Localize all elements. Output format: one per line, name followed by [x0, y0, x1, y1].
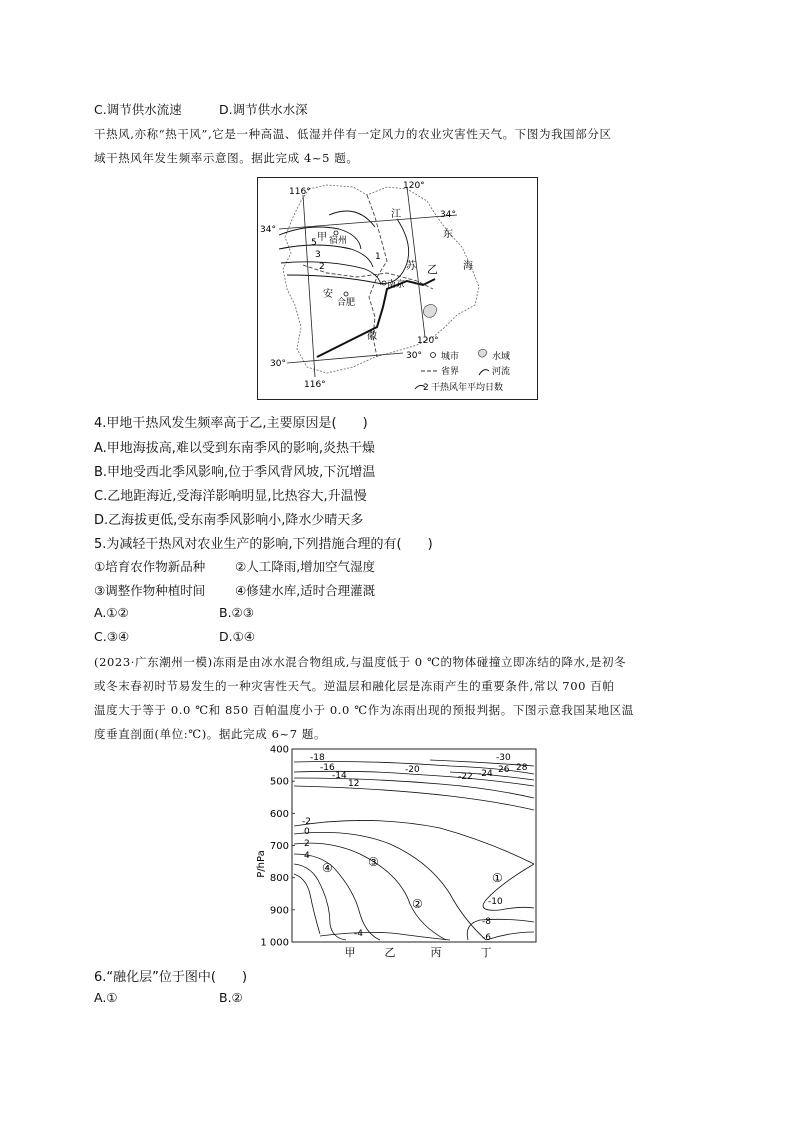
q5-option-d[interactable]: D.①④ — [219, 629, 256, 644]
contour-label--8: -8 — [482, 917, 491, 927]
q5-option-a[interactable]: A.①② — [94, 605, 129, 620]
region-hai: 海 — [463, 261, 473, 272]
intro2-line2: 或冬末春初时节易发生的一种灾害性天气。逆温层和融化层是冻雨产生的重要条件,常以 700 百帕 — [94, 679, 615, 693]
q4-option-a[interactable]: A.甲地海拔高,难以受到东南季风的影响,炎热干燥 — [94, 441, 376, 456]
zone-label-2: ② — [412, 897, 423, 911]
legend-boundary: 省界 — [441, 367, 460, 377]
isoline-value-1: 1 — [375, 252, 381, 262]
contour-label--30: -30 — [496, 753, 511, 763]
q5-option-b[interactable]: B.②③ — [219, 605, 254, 620]
lon-label-116-bottom: 116° — [304, 380, 326, 390]
region-an: 安 — [323, 289, 333, 300]
zone-label-3: ③ — [368, 855, 379, 869]
contour-label--18: -18 — [310, 753, 325, 763]
contour-label--10: -10 — [488, 897, 503, 907]
q6-option-a[interactable]: A.① — [94, 990, 118, 1005]
q5-measure-1: ①培育农作物新品种 — [94, 559, 206, 574]
contour-label--14: -14 — [332, 771, 347, 781]
y-tick-label: 700 — [269, 841, 289, 852]
lat-label-34-right: 34° — [440, 210, 456, 220]
city-suzhou: 宿州 — [329, 236, 348, 246]
legend-water: 水域 — [492, 352, 511, 362]
legend-river: 河流 — [492, 367, 511, 377]
lon-label-116-top: 116° — [289, 187, 311, 197]
y-tick-label: 600 — [269, 808, 289, 820]
temperature-profile-chart — [250, 744, 540, 962]
y-tick-label: 400 — [269, 744, 289, 756]
intro1-line1: 干热风,亦称“热干风”,它是一种高温、低湿并伴有一定风力的农业灾害性天气。下图为我国部分区 — [94, 127, 612, 141]
contour-label--2: -2 — [302, 817, 311, 827]
option-d-prev: D.调节供水水深 — [219, 102, 308, 117]
legend-isoline: 干热风年平均日数 — [431, 383, 504, 393]
contour-label-4: 4 — [304, 851, 310, 861]
intro2-line4: 度垂直剖面(单位:℃)。据此完成 6~7 题。 — [94, 727, 327, 741]
y-tick-label: 900 — [269, 905, 289, 917]
x-tick-label: 丙 — [430, 946, 442, 959]
lat-label-30-right: 30° — [406, 351, 422, 361]
contour-label--22: -22 — [458, 772, 473, 782]
x-tick-label: 甲 — [344, 946, 356, 959]
q4-option-b[interactable]: B.甲地受西北季风影响,位于季风背风坡,下沉增温 — [94, 465, 376, 480]
q4-option-c[interactable]: C.乙地距海近,受海洋影响明显,比热容大,升温慢 — [94, 489, 367, 504]
chart-ylabel: P/hPa — [256, 850, 267, 878]
lat-label-30-left: 30° — [270, 359, 286, 369]
contour-label--24: -24 — [478, 769, 493, 779]
y-tick-label: 1 000 — [260, 937, 289, 949]
q5-option-c[interactable]: C.③④ — [94, 629, 130, 644]
isoline-value-5: 5 — [311, 238, 317, 248]
option-c-prev: C.调节供水流速 — [94, 102, 182, 117]
lat-label-34-left: 34° — [260, 225, 276, 235]
legend-isoline-sample: 2 — [423, 383, 429, 393]
zone-label-1: ① — [492, 871, 503, 885]
x-tick-label: 乙 — [384, 946, 396, 959]
city-nanjing: 南京 — [387, 280, 406, 290]
isoline-value-3: 3 — [315, 250, 321, 260]
q5-measure-3: ③调整作物种植时间 — [94, 583, 206, 598]
intro1-line2: 域干热风年发生频率示意图。据此完成 4~5 题。 — [94, 151, 359, 165]
region-jiang: 江 — [391, 209, 401, 220]
zone-label-4: ④ — [322, 861, 333, 875]
contour-label-26: 26 — [498, 765, 510, 775]
intro2-line1: (2023·广东潮州一模)冻雨是由冰水混合物组成,与温度低于 0 ℃的物体碰撞立即冻结的降水,是初冬 — [94, 655, 627, 669]
q4-stem: 4.甲地干热风发生频率高于乙,主要原因是( ) — [94, 416, 368, 431]
isoline-value-2: 2 — [319, 262, 325, 272]
y-tick-label: 500 — [269, 776, 289, 788]
region-jia: 甲 — [317, 232, 327, 243]
q4-option-d[interactable]: D.乙海拔更低,受东南季风影响小,降水少晴天多 — [94, 513, 364, 528]
region-yi: 乙 — [427, 263, 438, 276]
contour-label-28: 28 — [516, 763, 528, 773]
region-su: 苏 — [406, 261, 416, 272]
x-tick-label: 丁 — [480, 946, 492, 959]
contour-label-0: 0 — [304, 827, 310, 837]
q5-measure-2: ②人工降雨,增加空气湿度 — [235, 559, 376, 574]
region-dong: 东 — [443, 229, 453, 240]
contour-label-12: 12 — [348, 779, 360, 789]
q5-stem: 5.为减轻干热风对农业生产的影响,下列措施合理的有( ) — [94, 537, 433, 552]
q6-stem: 6.“融化层”位于图中( ) — [94, 970, 248, 985]
contour-label--16: -16 — [320, 763, 335, 773]
contour-label--4: -4 — [354, 929, 363, 939]
map-figure — [257, 177, 538, 400]
contour-label-2: 2 — [304, 839, 310, 849]
y-tick-label: 800 — [269, 873, 289, 885]
legend-city: 城市 — [441, 352, 460, 362]
region-hui: 徽 — [367, 331, 377, 342]
contour-label--20: -20 — [405, 765, 420, 775]
city-hefei: 合肥 — [337, 298, 356, 308]
lon-label-120-bottom: 120° — [417, 336, 439, 346]
intro2-line3: 温度大于等于 0.0 ℃和 850 百帕温度小于 0.0 ℃作为冻雨出现的预报判据。下图示意我国某地区温 — [94, 703, 634, 717]
lon-label-120-top: 120° — [403, 181, 425, 191]
q5-measure-4: ④修建水库,适时合理灌溉 — [235, 583, 376, 598]
contour-label--6: -6 — [482, 933, 491, 943]
q6-option-b[interactable]: B.② — [219, 990, 243, 1005]
